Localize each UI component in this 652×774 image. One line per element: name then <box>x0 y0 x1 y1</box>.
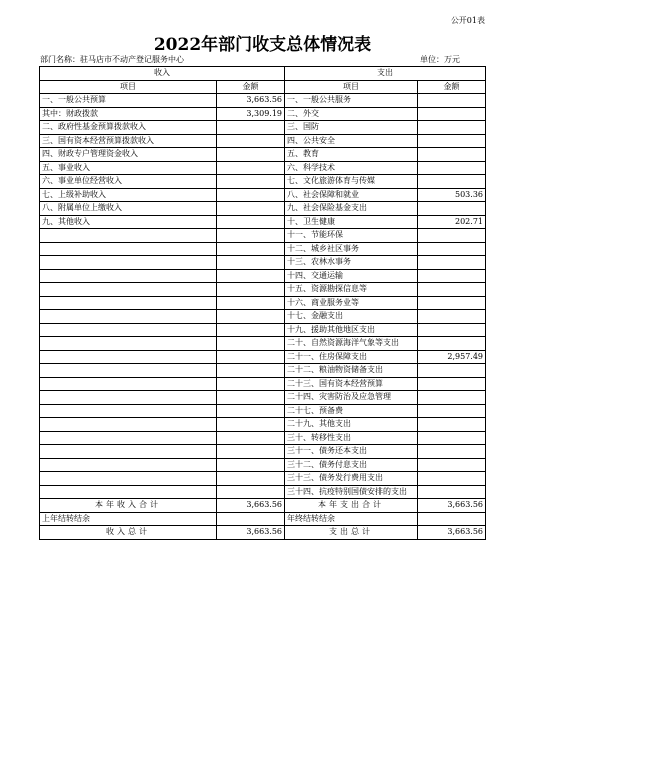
carry-in-label: 上年结转结余 <box>40 512 217 526</box>
expense-amount-cell <box>418 337 486 351</box>
expense-item-cell: 六、科学技术 <box>285 161 418 175</box>
income-item-header: 项目 <box>40 80 217 94</box>
table-row <box>40 148 486 162</box>
income-item-cell: 其中：财政拨款 <box>40 107 217 121</box>
table-row <box>40 391 486 405</box>
expense-amount-header: 金额 <box>418 80 486 94</box>
table-row <box>40 485 486 499</box>
expense-item-cell: 十二、城乡社区事务 <box>285 242 418 256</box>
expense-amount-cell <box>418 202 486 216</box>
table-row <box>40 350 486 364</box>
income-item-cell: 七、上级补助收入 <box>40 188 217 202</box>
expense-amount-cell <box>418 404 486 418</box>
income-item-cell: 八、附属单位上缴收入 <box>40 202 217 216</box>
table-row <box>40 256 486 270</box>
table-row <box>40 242 486 256</box>
income-item-cell: 四、财政专户管理资金收入 <box>40 148 217 162</box>
income-header: 收入 <box>40 67 285 81</box>
income-item-cell: 三、国有资本经营预算拨款收入 <box>40 134 217 148</box>
table-row <box>40 364 486 378</box>
expense-amount-cell <box>418 148 486 162</box>
expense-amount-cell <box>418 431 486 445</box>
expense-amount-cell <box>418 107 486 121</box>
income-item-cell <box>40 283 217 297</box>
year-income-label: 本年收入合计 <box>40 499 217 513</box>
table-row <box>40 337 486 351</box>
form-code: 公开01表 <box>450 16 485 25</box>
expense-amount-cell <box>418 310 486 324</box>
table-row <box>40 283 486 297</box>
income-item-cell: 九、其他收入 <box>40 215 217 229</box>
table-row <box>40 202 486 216</box>
expense-amount-cell <box>418 458 486 472</box>
expense-item-cell: 二十三、国有资本经营预算 <box>285 377 418 391</box>
expense-amount-cell <box>418 323 486 337</box>
income-amount-cell <box>217 391 285 405</box>
income-amount-cell <box>217 310 285 324</box>
expense-item-cell: 二十、自然资源海洋气象等支出 <box>285 337 418 351</box>
year-expense-label: 本年支出合计 <box>285 499 418 513</box>
income-item-cell: 一、一般公共预算 <box>40 94 217 108</box>
expense-amount-cell <box>418 283 486 297</box>
expense-item-cell: 二十七、预备费 <box>285 404 418 418</box>
income-item-cell <box>40 418 217 432</box>
carryover-row <box>40 512 486 526</box>
income-item-cell <box>40 256 217 270</box>
income-amount-cell <box>217 364 285 378</box>
table-row <box>40 431 486 445</box>
table-row <box>40 161 486 175</box>
expense-total-amount: 3,663.56 <box>418 526 486 540</box>
table-row <box>40 404 486 418</box>
income-item-cell <box>40 377 217 391</box>
expense-amount-cell <box>418 485 486 499</box>
table-row <box>40 323 486 337</box>
expense-total-label: 支出总计 <box>285 526 418 540</box>
income-amount-cell <box>217 445 285 459</box>
income-amount-cell <box>217 242 285 256</box>
table-row <box>40 134 486 148</box>
expense-item-cell: 十七、金融支出 <box>285 310 418 324</box>
expense-amount-cell <box>418 472 486 486</box>
income-item-cell <box>40 242 217 256</box>
income-amount-cell <box>217 323 285 337</box>
income-amount-cell <box>217 202 285 216</box>
carry-out-amount <box>418 512 486 526</box>
expense-amount-cell <box>418 364 486 378</box>
expense-item-cell: 二十九、其他支出 <box>285 418 418 432</box>
table-row <box>40 296 486 310</box>
income-item-cell <box>40 296 217 310</box>
table-row <box>40 458 486 472</box>
expense-item-cell: 三十四、抗疫特别国债安排的支出 <box>285 485 418 499</box>
income-amount-cell: 3,663.56 <box>217 94 285 108</box>
expense-item-cell: 十、卫生健康 <box>285 215 418 229</box>
income-total-amount: 3,663.56 <box>217 526 285 540</box>
income-item-cell: 五、事业收入 <box>40 161 217 175</box>
section-header-row <box>40 67 486 81</box>
income-amount-cell <box>217 472 285 486</box>
income-item-cell <box>40 229 217 243</box>
income-amount-cell <box>217 337 285 351</box>
table-row <box>40 472 486 486</box>
income-amount-cell <box>217 175 285 189</box>
expense-item-cell: 一、一般公共服务 <box>285 94 418 108</box>
income-amount-cell <box>217 458 285 472</box>
carry-out-label: 年终结转结余 <box>285 512 418 526</box>
income-amount-cell <box>217 485 285 499</box>
income-amount-cell <box>217 296 285 310</box>
income-amount-cell <box>217 418 285 432</box>
income-item-cell <box>40 472 217 486</box>
header-info <box>40 54 483 65</box>
expense-item-cell: 十六、商业服务业等 <box>285 296 418 310</box>
income-item-cell <box>40 269 217 283</box>
income-item-cell: 六、事业单位经营收入 <box>40 175 217 189</box>
expense-amount-cell <box>418 161 486 175</box>
income-amount-cell <box>217 404 285 418</box>
expense-amount-cell <box>418 242 486 256</box>
expense-amount-cell: 503.36 <box>418 188 486 202</box>
table-row <box>40 310 486 324</box>
expense-item-cell: 十一、节能环保 <box>285 229 418 243</box>
expense-amount-cell: 202.71 <box>418 215 486 229</box>
expense-item-cell: 二十二、粮油物资储备支出 <box>285 364 418 378</box>
income-item-cell <box>40 404 217 418</box>
expense-item-cell: 十五、资源勘探信息等 <box>285 283 418 297</box>
expense-amount-cell <box>418 121 486 135</box>
income-amount-header: 金额 <box>217 80 285 94</box>
year-income-amount: 3,663.56 <box>217 499 285 513</box>
budget-table <box>39 66 486 540</box>
income-amount-cell <box>217 215 285 229</box>
expense-amount-cell <box>418 269 486 283</box>
income-amount-cell <box>217 148 285 162</box>
expense-amount-cell <box>418 229 486 243</box>
grand-total-row <box>40 526 486 540</box>
expense-amount-cell <box>418 418 486 432</box>
expense-item-cell: 十九、援助其他地区支出 <box>285 323 418 337</box>
department-name: 部门名称：驻马店市不动产登记服务中心 <box>40 55 184 64</box>
income-amount-cell <box>217 229 285 243</box>
expense-item-cell: 三十三、债务发行费用支出 <box>285 472 418 486</box>
expense-amount-cell: 2,957.49 <box>418 350 486 364</box>
table-row <box>40 215 486 229</box>
expense-item-cell: 四、公共安全 <box>285 134 418 148</box>
income-amount-cell <box>217 431 285 445</box>
income-amount-cell <box>217 256 285 270</box>
expense-amount-cell <box>418 445 486 459</box>
income-item-cell <box>40 337 217 351</box>
income-item-cell <box>40 485 217 499</box>
income-amount-cell <box>217 121 285 135</box>
unit-label: 单位：万元 <box>420 55 460 64</box>
income-amount-cell <box>217 134 285 148</box>
table-row <box>40 188 486 202</box>
page-title: 2022年部门收支总体情况表 <box>153 35 372 55</box>
table-row <box>40 377 486 391</box>
expense-item-cell: 十四、交通运输 <box>285 269 418 283</box>
year-expense-amount: 3,663.56 <box>418 499 486 513</box>
expense-item-cell: 三十二、债务付息支出 <box>285 458 418 472</box>
income-item-cell <box>40 431 217 445</box>
income-item-cell <box>40 445 217 459</box>
expense-item-cell: 三十一、债务还本支出 <box>285 445 418 459</box>
expense-item-cell: 九、社会保险基金支出 <box>285 202 418 216</box>
income-item-cell <box>40 391 217 405</box>
expense-header: 支出 <box>285 67 486 81</box>
expense-amount-cell <box>418 391 486 405</box>
table-row <box>40 107 486 121</box>
expense-item-cell: 二十四、灾害防治及应急管理 <box>285 391 418 405</box>
table-row <box>40 269 486 283</box>
table-row <box>40 445 486 459</box>
expense-amount-cell <box>418 296 486 310</box>
year-total-row <box>40 499 486 513</box>
income-item-cell <box>40 310 217 324</box>
expense-amount-cell <box>418 256 486 270</box>
income-amount-cell <box>217 269 285 283</box>
income-item-cell: 二、政府性基金预算拨款收入 <box>40 121 217 135</box>
income-amount-cell <box>217 283 285 297</box>
income-item-cell <box>40 458 217 472</box>
income-total-label: 收入总计 <box>40 526 217 540</box>
income-amount-cell <box>217 350 285 364</box>
income-amount-cell: 3,309.19 <box>217 107 285 121</box>
expense-item-cell: 十三、农林水事务 <box>285 256 418 270</box>
income-item-cell <box>40 364 217 378</box>
income-amount-cell <box>217 161 285 175</box>
expense-amount-cell <box>418 175 486 189</box>
table-row <box>40 418 486 432</box>
table-row <box>40 94 486 108</box>
expense-item-cell: 二十一、住房保障支出 <box>285 350 418 364</box>
expense-amount-cell <box>418 134 486 148</box>
expense-amount-cell <box>418 94 486 108</box>
income-item-cell <box>40 323 217 337</box>
income-amount-cell <box>217 188 285 202</box>
table-row <box>40 229 486 243</box>
expense-item-cell: 七、文化旅游体育与传媒 <box>285 175 418 189</box>
expense-item-cell: 五、教育 <box>285 148 418 162</box>
income-amount-cell <box>217 377 285 391</box>
column-header-row <box>40 80 486 94</box>
expense-amount-cell <box>418 377 486 391</box>
income-item-cell <box>40 350 217 364</box>
expense-item-cell: 三、国防 <box>285 121 418 135</box>
carry-in-amount <box>217 512 285 526</box>
expense-item-cell: 三十、转移性支出 <box>285 431 418 445</box>
expense-item-cell: 二、外交 <box>285 107 418 121</box>
expense-item-cell: 八、社会保障和就业 <box>285 188 418 202</box>
expense-item-header: 项目 <box>285 80 418 94</box>
table-row <box>40 175 486 189</box>
table-row <box>40 121 486 135</box>
